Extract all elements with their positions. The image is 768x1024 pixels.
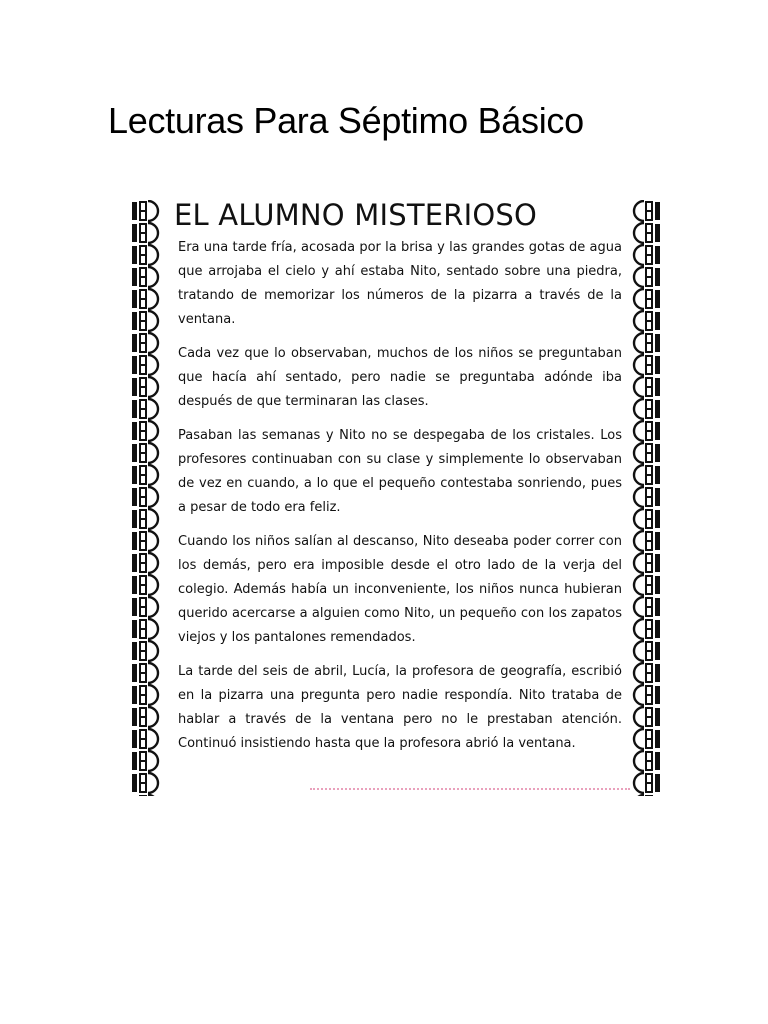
worksheet-title: EL ALUMNO MISTERIOSO bbox=[174, 198, 538, 232]
watermark-line bbox=[310, 788, 630, 794]
decorative-border-left bbox=[130, 200, 160, 796]
page-title: Lecturas Para Séptimo Básico bbox=[108, 100, 584, 141]
decorative-border-right bbox=[632, 200, 662, 796]
story-text bbox=[178, 236, 622, 766]
story-paragraph-4: Cuando los niños salían al descanso, Nito deseaba poder correr con los demás, pero era imposible desde el otro lado de la verja del colegio. Además había un inconveniente, los niños nunca hubieran querido acercarse a alguien como Nito, un pequeño con los zapatos viejos y los pantalones remendados. bbox=[178, 534, 622, 645]
story-paragraph-5: La tarde del seis de abril, Lucía, la profesora de geografía, escribió en la pizarra una pregunta pero nadie respondía. Nito trataba de hablar a través de la ventana pero no le prestaban atención. Continuó insistiendo hasta que la profesora abrió la ventana. bbox=[178, 664, 622, 751]
story-paragraph-2: Cada vez que lo observaban, muchos de los niños se preguntaban que hacía ahí sentado, pero nadie se preguntaba adónde iba después de que terminaran las clases. bbox=[178, 346, 622, 409]
worksheet-image bbox=[130, 196, 662, 796]
story-paragraph-1: Era una tarde fría, acosada por la brisa y las grandes gotas de agua que arrojaba el cielo y ahí estaba Nito, sentado sobre una piedra, tratando de memorizar los números de la pizarra a través de la ventana. bbox=[178, 240, 622, 327]
story-paragraph-3: Pasaban las semanas y Nito no se despegaba de los cristales. Los profesores continuaban con su clase y simplemente lo observaban de vez en cuando, a lo que el pequeño contestaba sonriendo, pues a pesar de todo era feliz. bbox=[178, 428, 622, 515]
